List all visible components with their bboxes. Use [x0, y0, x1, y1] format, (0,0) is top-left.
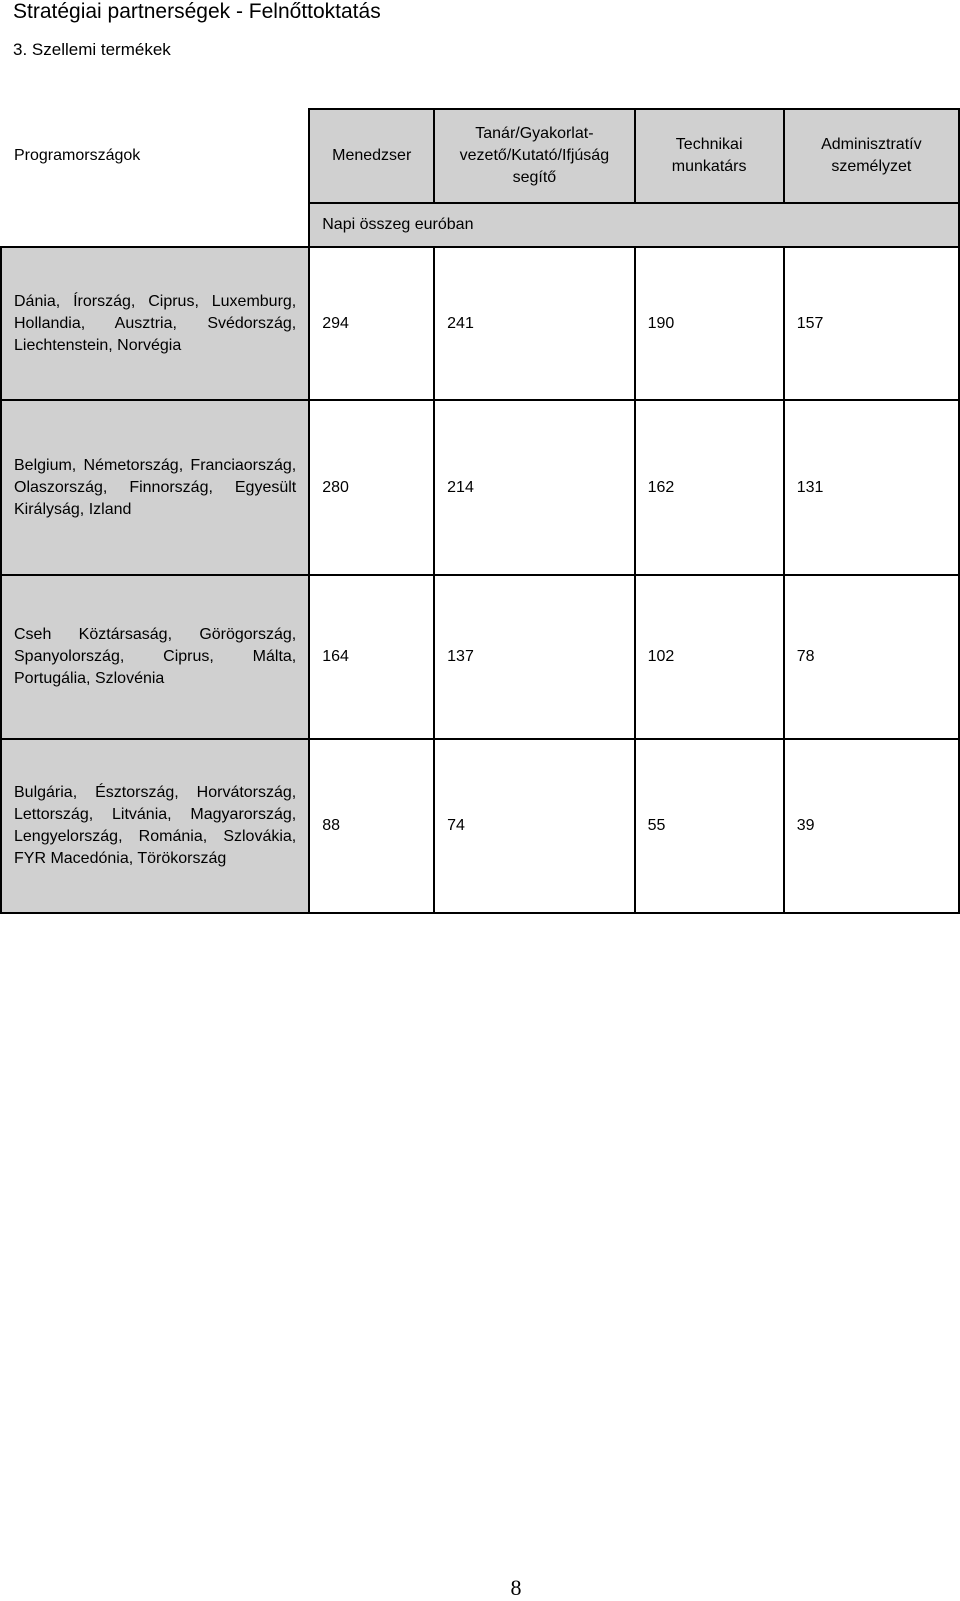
- teacher-rate-cell: 214: [434, 400, 634, 575]
- manager-rate-cell: 280: [309, 400, 434, 575]
- teacher-rate-cell: 241: [434, 247, 634, 400]
- country-group-cell: Bulgária, Észtország, Horvátország, Lettország, Litvánia, Magyarország, Lengyelország, Románia, Szlovákia, FYR Macedónia, Törökország: [1, 739, 309, 913]
- column-header-technical: Technikai munkatárs: [635, 109, 784, 203]
- column-header-teacher: Tanár/Gyakorlat-vezető/Kutató/Ifjúság segítő: [434, 109, 634, 203]
- manager-rate-cell: 294: [309, 247, 434, 400]
- page-number: 8: [510, 1575, 522, 1600]
- header-row: [1, 109, 959, 203]
- country-group-cell: Cseh Köztársaság, Görögország, Spanyolország, Ciprus, Málta, Portugália, Szlovénia: [1, 575, 309, 739]
- admin-rate-cell: 157: [784, 247, 959, 400]
- teacher-rate-cell: 137: [434, 575, 634, 739]
- table-row: [1, 247, 959, 400]
- manager-rate-cell: 88: [309, 739, 434, 913]
- table-row: [1, 575, 959, 739]
- daily-rates-table: [0, 108, 960, 914]
- unit-label: Napi összeg euróban: [309, 203, 959, 247]
- manager-rate-cell: 164: [309, 575, 434, 739]
- unit-row: [1, 203, 959, 247]
- column-header-admin: Adminisztratív személyzet: [784, 109, 959, 203]
- admin-rate-cell: 78: [784, 575, 959, 739]
- admin-rate-cell: 131: [784, 400, 959, 575]
- column-header-countries: Programországok: [1, 109, 309, 203]
- country-group-cell: Dánia, Írország, Ciprus, Luxemburg, Hollandia, Ausztria, Svédország, Liechtenstein, Norvégia: [1, 247, 309, 400]
- blank-corner-cell: [1, 203, 309, 247]
- technical-rate-cell: 190: [635, 247, 784, 400]
- technical-rate-cell: 55: [635, 739, 784, 913]
- technical-rate-cell: 162: [635, 400, 784, 575]
- technical-rate-cell: 102: [635, 575, 784, 739]
- section-subtitle: 3. Szellemi termékek: [13, 40, 171, 59]
- teacher-rate-cell: 74: [434, 739, 634, 913]
- document-title: Stratégiai partnerségek - Felnőttoktatás: [13, 0, 381, 23]
- country-group-cell: Belgium, Németország, Franciaország, Olaszország, Finnország, Egyesült Királyság, Izland: [1, 400, 309, 575]
- admin-rate-cell: 39: [784, 739, 959, 913]
- column-header-manager: Menedzser: [309, 109, 434, 203]
- table-row: [1, 739, 959, 913]
- table-row: [1, 400, 959, 575]
